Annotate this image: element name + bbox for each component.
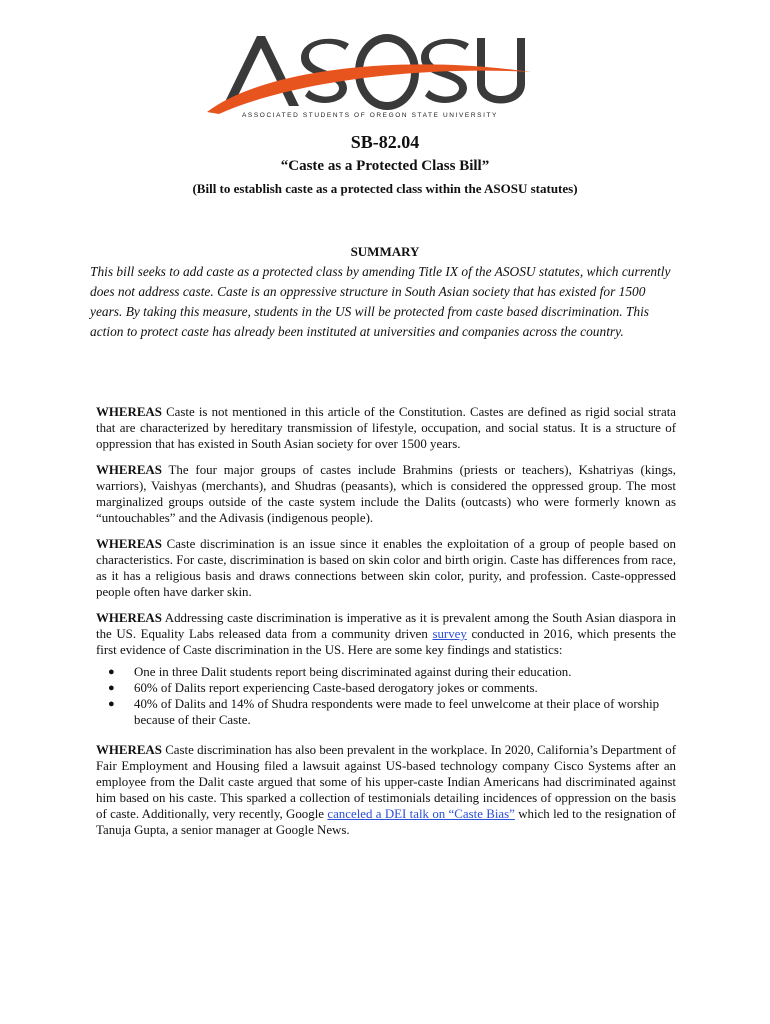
bill-title: “Caste as a Protected Class Bill” [280, 158, 490, 174]
list-item: ● 40% of Dalits and 14% of Shudra respondents were made to feel unwelcome at their place of worship because of their Caste. [108, 696, 676, 728]
list-item: ● One in three Dalit students report being discriminated against during their education. [108, 664, 676, 680]
logo-caption: ASSOCIATED STUDENTS OF OREGON STATE UNIVERSITY [242, 112, 498, 119]
whereas-clause [96, 742, 676, 838]
clause-text: The four major groups of castes include Brahmins (priests or teachers), Kshatriyas (kings, warriors), Vaishyas (merchants), and Shudras (peasants), which is considered the oppressed group. The most marginalized groups outside of the caste system include the Dalits (outcasts) who were formerly known as “untouchables” and the Adivasis (indigenous people). [96, 463, 676, 525]
summary-heading: SUMMARY [350, 244, 420, 259]
summary-text: This bill seeks to add caste as a protected class by amending Title IX of the ASOSU statutes, which currently does not address caste. Caste is an oppressive structure in South Asian society that has existed for 1500 years. By taking this measure, students in the US will be protected from caste based discrimination. This action to protect caste has already been instituted at universities and companies across the country. [90, 264, 671, 339]
clause-text: Caste discrimination has also been prevalent in the workplace. In 2020, California’s Department of Fair Employment and Housing filed a lawsuit against US-based technology company Cisco Systems after an employee from the Dalit caste argued that some of his upper-caste Indian Americans had discriminated against him based on his caste. This sparked a collection of testimonials detailing incidences of oppression on the basis of caste. Additionally, very recently, Google [96, 743, 676, 821]
findings-list [96, 664, 676, 728]
whereas-clause [96, 404, 676, 452]
dei-talk-link[interactable]: canceled a DEI talk on “Caste Bias” [327, 807, 515, 821]
bill-number: SB-82.04 [350, 132, 420, 152]
whereas-clause [96, 610, 676, 658]
clause-text: Caste is not mentioned in this article of the Constitution. Castes are defined as rigid social strata that are characterized by hereditary transmission of lifestyle, occupation, and social status. It is a structure of oppression that has existed in South Asian society for over 1500 years. [96, 405, 676, 451]
clause-text: Caste discrimination is an issue since it enables the exploitation of a group of people based on characteristics. For caste, discrimination is based on skin color and birth origin. Caste has differences from race, as it has a religious basis and draws connections between skin color, purity, and profession. Caste-oppressed people often have darker skin. [96, 537, 676, 599]
list-item: ● 60% of Dalits report experiencing Caste-based derogatory jokes or comments. [108, 680, 676, 696]
whereas-keyword: WHEREAS [96, 405, 162, 419]
survey-link[interactable]: survey [432, 627, 467, 641]
clause-text: conducted in 2016, which presents the first evidence of Caste discrimination in the US. Here are some key findings and statistics: [96, 627, 677, 657]
bill-subtitle: (Bill to establish caste as a protected class within the ASOSU statutes) [192, 181, 578, 196]
whereas-keyword: WHEREAS [96, 463, 162, 477]
whereas-clause [96, 536, 676, 600]
whereas-keyword: WHEREAS [96, 611, 162, 625]
clause-text: Addressing caste discrimination is imperative as it is prevalent among the South Asian diaspora in the US. Equality Labs released data from a community driven [96, 611, 676, 641]
clause-text: which led to the resignation of Tanuja Gupta, a senior manager at Google News. [96, 807, 676, 837]
whereas-clauses [96, 404, 676, 848]
whereas-clause [96, 462, 676, 526]
whereas-keyword: WHEREAS [96, 537, 162, 551]
asosu-logo [205, 28, 535, 128]
whereas-keyword: WHEREAS [96, 743, 162, 757]
